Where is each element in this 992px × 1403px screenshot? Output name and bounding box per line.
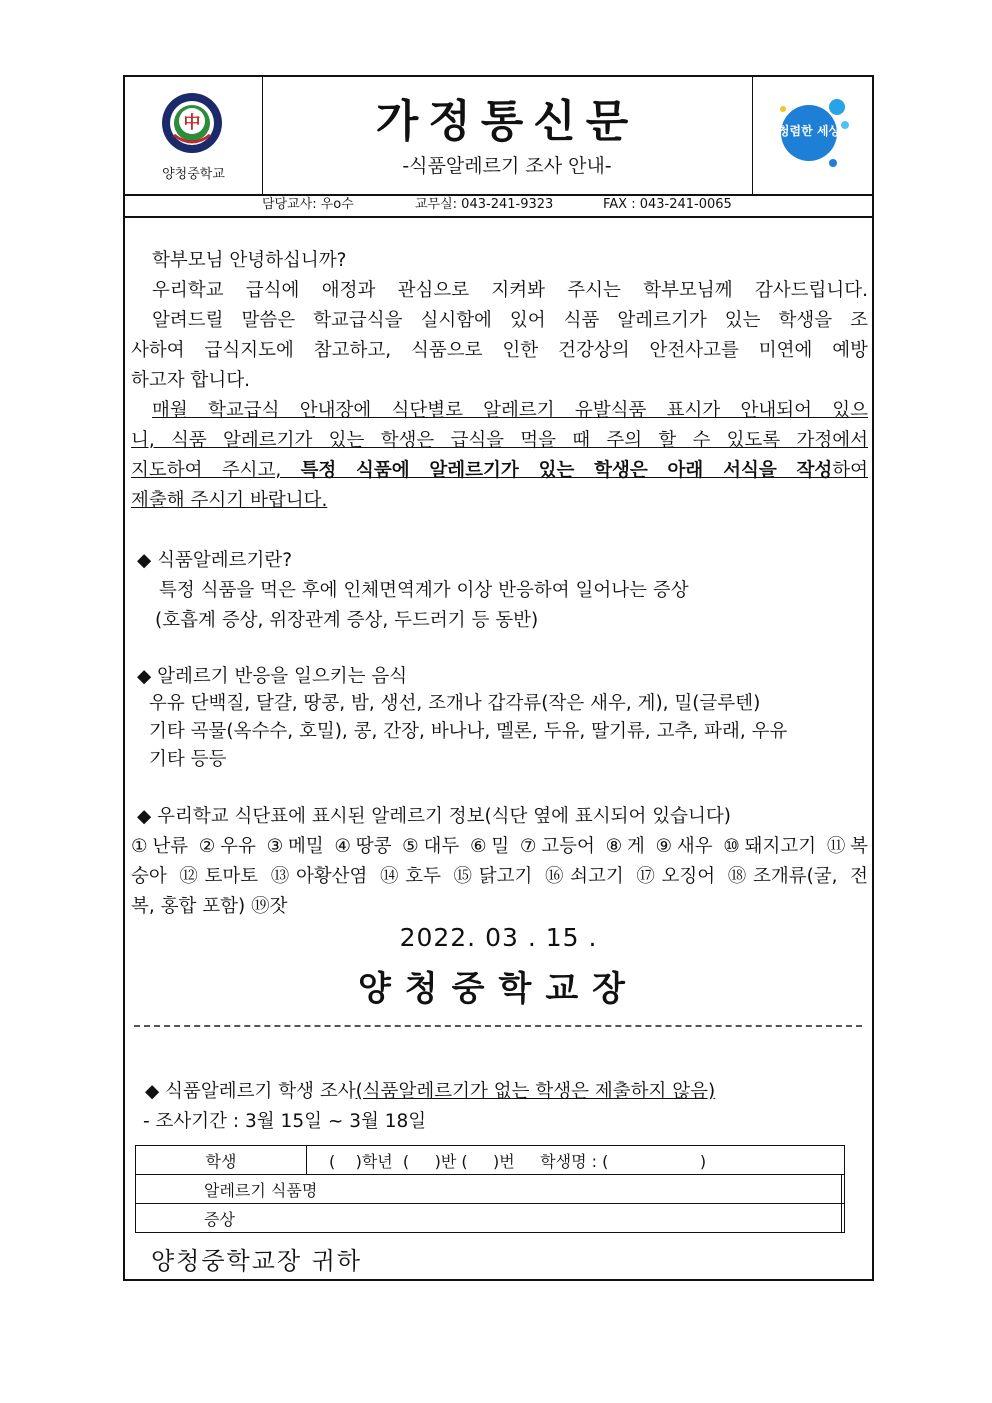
office-phone: 교무실: 043-241-9323	[415, 197, 554, 212]
survey-form-table	[135, 1145, 845, 1233]
page-subtitle: -식품알레르기 조사 안내-	[402, 155, 612, 177]
allergen-food-label: 알레르기 식품명	[136, 1175, 842, 1204]
survey-heading	[131, 1077, 882, 1107]
symptom-label: 증상	[136, 1204, 842, 1233]
survey-heading-prefix: ◆ 식품알레르기 학생 조사	[145, 1081, 356, 1102]
section-allergy-definition-line-2: (호흡계 증상, 위장관계 증상, 두드러기 등 동반)	[155, 610, 539, 631]
newsletter-frame	[123, 75, 874, 1281]
survey-row-allergen	[136, 1175, 845, 1204]
school-name-small: 양청중학교	[162, 167, 225, 182]
header	[125, 77, 872, 196]
section-allergy-definition-line-1: 특정 식품을 먹은 후에 인체면역계가 이상 반응하여 일어나는 증상	[159, 580, 689, 601]
survey-row-student	[136, 1146, 845, 1175]
emblem-text: 청렴한 세상	[777, 124, 841, 138]
student-label: 학생	[136, 1146, 307, 1175]
addressee-line: 양청중학교장 귀하	[151, 1247, 363, 1275]
survey-period: - 조사기간 : 3월 15일 ~ 3월 18일	[143, 1111, 427, 1132]
allergen-foods-line-3: 기타 등등	[149, 749, 227, 770]
purpose-line-1: 알려드릴 말씀은 학교급식을 실시함에 있어 식품 알레르기가 있는 학생을 조	[152, 310, 868, 331]
menu-allergy-codes-line-1: ①난류 ②우유 ③메밀 ④땅콩 ⑤대두 ⑥밀 ⑦고등어 ⑧게 ⑨새우 ⑩돼지고기 ⑪복	[131, 836, 868, 857]
symptom-field[interactable]	[841, 1204, 844, 1233]
issue-date: 2022. 03 . 15 .	[399, 923, 598, 952]
allergen-food-field[interactable]	[841, 1175, 844, 1204]
survey-row-symptom	[136, 1204, 845, 1233]
thanks-line: 우리학교 급식에 애정과 관심으로 지켜봐 주시는 학부모님께 감사드립니다.	[152, 280, 868, 301]
notice-line-3a: 지도하여 주시고,	[131, 460, 301, 481]
contact-bar	[125, 194, 872, 218]
notice-line-4: 제출해 주시기 바랍니다.	[131, 490, 328, 511]
school-logo-icon	[160, 91, 224, 155]
section-allergy-definition-heading: ◆ 식품알레르기란?	[137, 550, 293, 571]
teacher-contact: 담당교사: 우o수	[262, 197, 354, 212]
section-menu-allergy-heading: ◆ 우리학교 식단표에 표시된 알레르기 정보(식단 옆에 표시되어 있습니다)	[137, 806, 731, 827]
fax-number: FAX : 043-241-0065	[603, 197, 732, 212]
allergen-foods-line-1: 우유 단백질, 달걀, 땅콩, 밤, 생선, 조개나 갑각류(작은 새우, 게), 밀(글루텐)	[149, 693, 761, 714]
allergen-foods-line-2: 기타 곡물(옥수수, 호밀), 콩, 간장, 바나나, 멜론, 두유, 딸기류, 고추, 파래, 우유	[149, 721, 788, 742]
notice-line-2: 니, 식품 알레르기가 있는 학생은 급식을 먹을 때 주의 할 수 있도록 가정에서	[131, 430, 868, 451]
school-logo-cell	[125, 77, 263, 194]
notice-line-1: 매월 학교급식 안내장에 식단별로 알레르기 유발식품 표시가 안내되어 있으	[152, 400, 868, 421]
notice-line-3c: 하여	[832, 460, 868, 481]
section-allergen-foods-heading: ◆ 알레르기 반응을 일으키는 음식	[137, 666, 408, 687]
purpose-line-3: 하고자 합니다.	[131, 370, 250, 391]
student-info-field[interactable]: ( )학년 ( )반 ( )번 학생명 : ( )	[307, 1146, 845, 1175]
greeting-line: 학부모님 안녕하십니까?	[152, 250, 347, 271]
principal-signature: 양청중학교장	[357, 969, 640, 1009]
cut-line	[134, 1025, 862, 1027]
notice-line-3	[131, 456, 868, 486]
emblem-cell	[752, 77, 873, 194]
integrity-emblem-icon	[773, 95, 853, 175]
notice-line-3-bold: 특정 식품에 알레르기가 있는 학생은 아래 서식을 작성	[300, 460, 833, 481]
menu-allergy-codes-line-3: 복, 홍합 포함) ⑲잣	[131, 896, 288, 917]
logo-center-char: 中	[183, 113, 201, 133]
page-title: 가정통신문	[375, 96, 639, 147]
survey-heading-note: (식품알레르기가 없는 학생은 제출하지 않음)	[355, 1081, 716, 1102]
purpose-line-2: 사하여 급식지도에 참고하고, 식품으로 인한 건강상의 안전사고를 미연에 예방	[131, 340, 868, 361]
menu-allergy-codes-line-2: 숭아 ⑫토마토 ⑬아황산염 ⑭호두 ⑮닭고기 ⑯쇠고기 ⑰오징어 ⑱조개류(굴, 전	[131, 866, 868, 887]
